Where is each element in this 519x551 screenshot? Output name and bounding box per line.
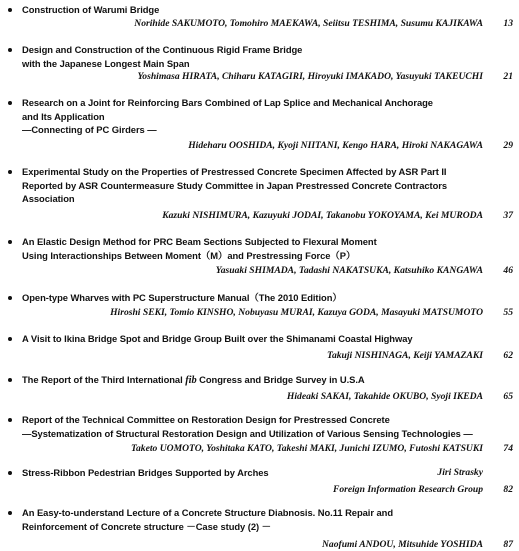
article-title[interactable]: An Easy-to-understand Lecture of a Concrete Structure Diabnosis. No.11 Repair and Reinforcement of Concrete structure －Case study (2) － — [22, 507, 394, 532]
article-authors: Foreign Information Research Group — [332, 484, 483, 495]
bullet-icon — [8, 511, 12, 515]
article-authors: Taketo UOMOTO, Yoshitaka KATO, Takeshi MAKI, Junichi IZUMO, Futoshi KATSUKI — [131, 443, 483, 454]
bullet-icon — [8, 471, 12, 475]
article-title[interactable]: Report of the Technical Committee on Restoration Design for Prestressed Concrete —Systematization of Structural Restoration Design and Utilization of Various Sensing Technologies — — [22, 414, 473, 439]
article-title[interactable]: Open-type Wharves with PC Superstructure Manual（The 2010 Edition） — [22, 292, 342, 303]
bullet-icon — [8, 101, 12, 105]
page-number: 21 — [503, 71, 513, 82]
fib-emphasis: fib — [185, 375, 197, 386]
article-authors: Yoshimasa HIRATA, Chiharu KATAGIRI, Hiroyuki IMAKADO, Yasuyuki TAKEUCHI — [137, 71, 483, 82]
article-title[interactable]: Stress-Ribbon Pedestrian Bridges Supported by Arches — [22, 467, 269, 478]
article-title[interactable]: Research on a Joint for Reinforcing Bars Combined of Lap Splice and Mechanical Anchorage and Its Application —Connecting of PC Girders — — [22, 97, 433, 136]
article-title[interactable]: Construction of Warumi Bridge — [22, 4, 160, 15]
page-number: 65 — [503, 391, 513, 402]
bullet-icon — [8, 240, 12, 244]
article-authors: Naofumi ANDOU, Mitsuhide YOSHIDA — [322, 539, 483, 550]
article-title[interactable]: An Elastic Design Method for PRC Beam Sections Subjected to Flexural Moment Using Interactionships Between Moment（M）and Prestressing Force（P） — [22, 236, 377, 261]
article-authors: Hideaki SAKAI, Takahide OKUBO, Syoji IKEDA — [286, 391, 483, 402]
article-authors: Takuji NISHINAGA, Keiji YAMAZAKI — [326, 350, 483, 361]
bullet-icon — [8, 378, 12, 382]
bullet-icon — [8, 296, 12, 300]
article-title[interactable]: The Report of the Third International fib Congress and Bridge Survey in U.S.A — [22, 374, 365, 386]
article-title[interactable]: A Visit to Ikina Bridge Spot and Bridge Group Built over the Shimanami Coastal Highway — [22, 333, 413, 344]
article-authors: Kazuki NISHIMURA, Kazuyuki JODAI, Takanobu YOKOYAMA, Kei MURODA — [162, 210, 483, 221]
article-title[interactable]: Design and Construction of the Continuous Rigid Frame Bridge with the Japanese Longest Main Span — [22, 44, 303, 69]
page-number: 29 — [503, 140, 513, 151]
bullet-icon — [8, 337, 12, 341]
article-authors: Yasuaki SHIMADA, Tadashi NAKATSUKA, Katsuhiko KANGAWA — [215, 265, 483, 276]
page-number: 13 — [503, 18, 513, 29]
article-authors: Hiroshi SEKI, Tomio KINSHO, Nobuyasu MURAI, Kazuya GODA, Masayuki MATSUMOTO — [110, 307, 483, 318]
bullet-icon — [8, 8, 12, 12]
article-authors: Hideharu OOSHIDA, Kyoji NIITANI, Kengo HARA, Hiroki NAKAGAWA — [188, 140, 483, 151]
article-authors: Norihide SAKUMOTO, Tomohiro MAEKAWA, Seiitsu TESHIMA, Susumu KAJIKAWA — [134, 18, 483, 29]
page-number: 87 — [503, 539, 513, 550]
page-number: 37 — [503, 210, 513, 221]
page-number: 74 — [503, 443, 513, 454]
article-title[interactable]: Experimental Study on the Properties of Prestressed Concrete Specimen Affected by ASR Part II Reported by ASR Countermeasure Study Committee in Japan Prestressed Concrete Contractors Association — [22, 166, 448, 205]
page-number: 46 — [503, 265, 513, 276]
article-authors-inline: Jiri Strasky — [437, 467, 483, 478]
page-number: 55 — [503, 307, 513, 318]
bullet-icon — [8, 418, 12, 422]
page-number: 82 — [503, 484, 513, 495]
bullet-icon — [8, 48, 12, 52]
bullet-icon — [8, 170, 12, 174]
page-number: 62 — [503, 350, 513, 361]
